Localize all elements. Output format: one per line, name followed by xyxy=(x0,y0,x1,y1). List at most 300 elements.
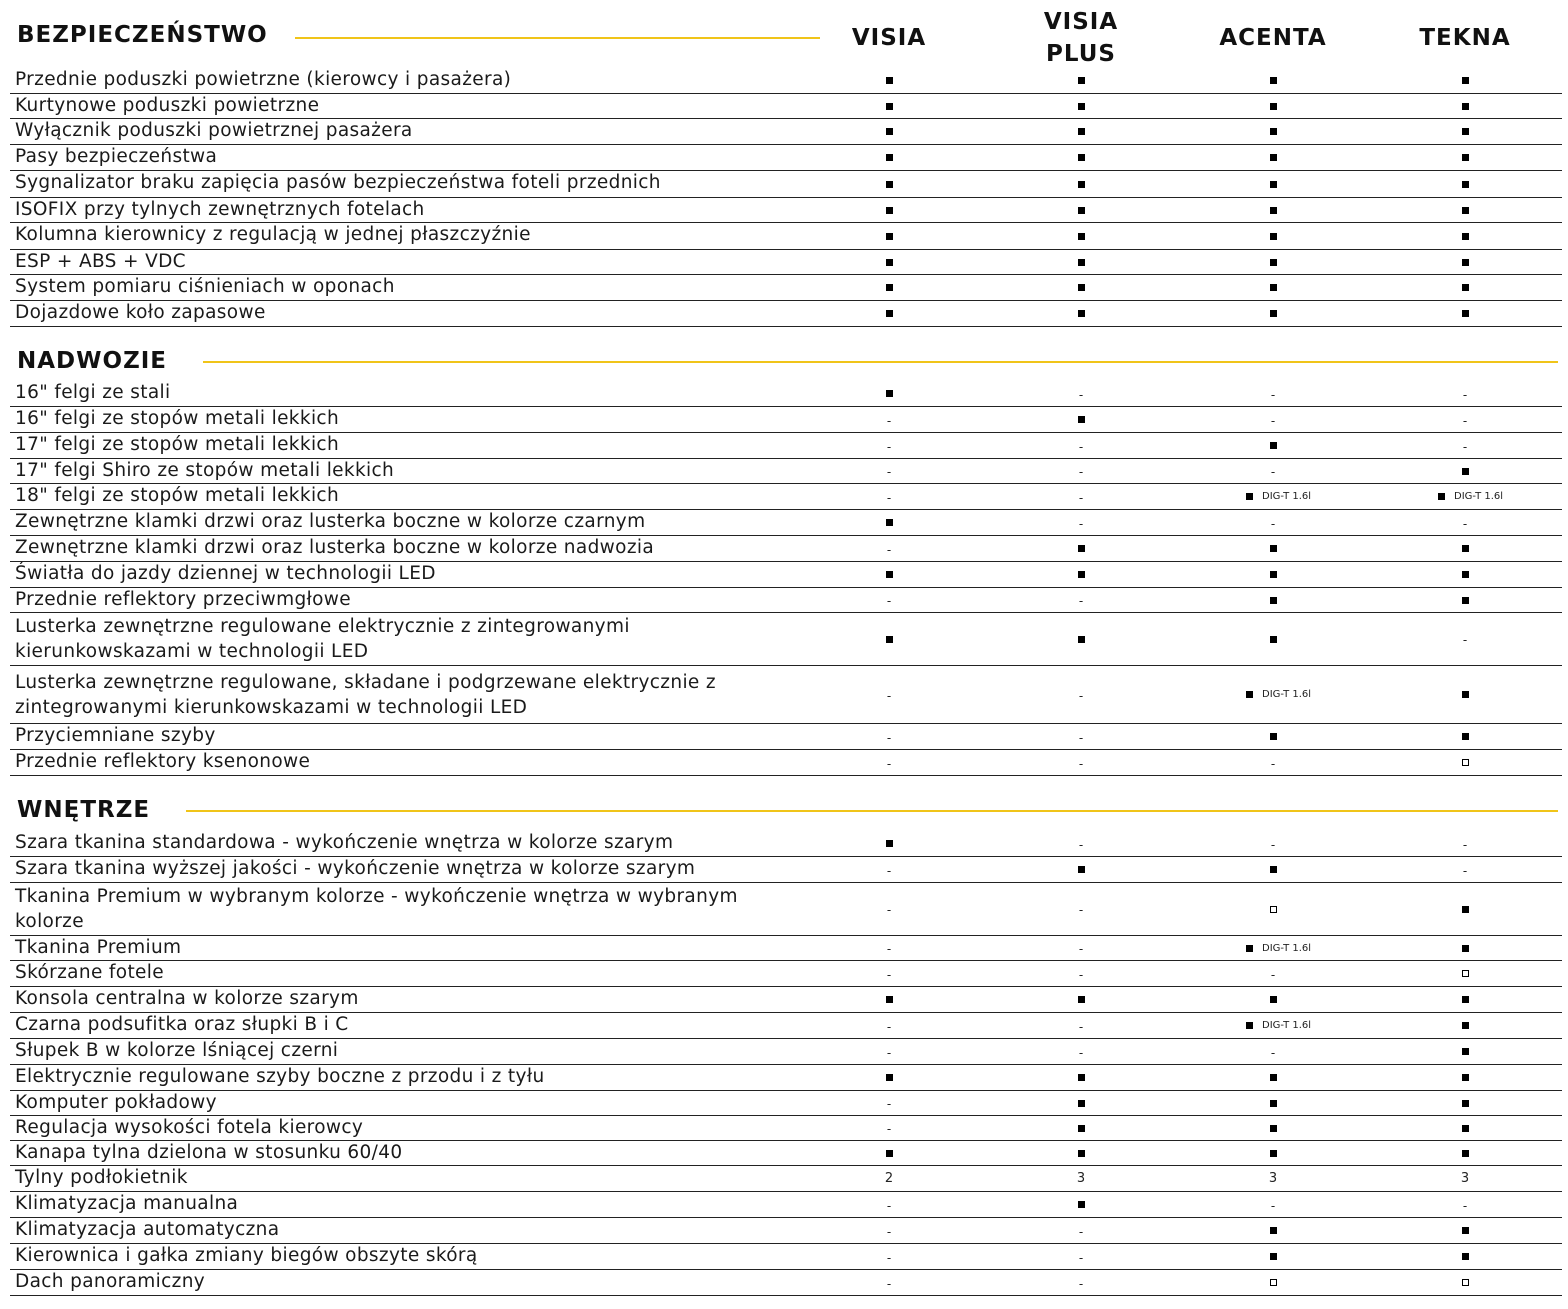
value-cell-tekna xyxy=(1375,857,1555,882)
standard-marker xyxy=(1246,691,1253,698)
table-row xyxy=(10,883,1562,936)
not-available-dash: - xyxy=(1078,1276,1084,1291)
standard-marker xyxy=(886,207,893,214)
value-cell-tekna xyxy=(1375,1218,1555,1243)
standard-marker xyxy=(886,390,893,397)
value-cell-acenta xyxy=(1183,484,1363,509)
standard-marker xyxy=(1462,233,1469,240)
table-row xyxy=(10,407,1562,433)
engine-note: DIG-T 1.6l xyxy=(1454,491,1504,502)
value-cell-tekna xyxy=(1375,666,1555,723)
value-cell-visia xyxy=(799,588,979,612)
not-available-dash: - xyxy=(886,1019,892,1034)
not-available-dash: - xyxy=(886,1198,892,1213)
value-cell-visia-plus xyxy=(991,145,1171,170)
not-available-dash: - xyxy=(1078,516,1084,531)
value-cell-visia-plus xyxy=(991,1116,1171,1140)
value-cell-visia-plus xyxy=(991,724,1171,749)
feature-label: 18" felgi ze stopów metali lekkich xyxy=(15,485,340,506)
standard-marker xyxy=(1462,1150,1469,1157)
value-cell-visia-plus xyxy=(991,1065,1171,1090)
standard-marker xyxy=(1270,545,1277,552)
column-header-visia-plus xyxy=(981,6,1181,70)
standard-marker xyxy=(886,284,893,291)
feature-label: Słupek B w kolorze lśniącej czerni xyxy=(15,1040,339,1061)
standard-marker xyxy=(886,519,893,526)
not-available-dash: - xyxy=(1462,516,1468,531)
standard-marker xyxy=(1246,1022,1253,1029)
value-cell-acenta xyxy=(1183,1166,1363,1191)
value-cell-tekna xyxy=(1375,1192,1555,1217)
column-header-line: VISIA xyxy=(1043,9,1119,35)
feature-label: Szara tkanina standardowa - wykończenie wnętrza w kolorze szarym xyxy=(15,832,674,853)
value-cell-visia-plus xyxy=(991,613,1171,665)
standard-marker xyxy=(1078,128,1085,135)
value-cell-visia xyxy=(799,171,979,197)
standard-marker xyxy=(1270,866,1277,873)
feature-label: Wyłącznik poduszki powietrznej pasażera xyxy=(15,120,413,141)
value-cell-tekna xyxy=(1375,536,1555,561)
table-row xyxy=(10,1244,1562,1270)
value-cell-acenta xyxy=(1183,68,1363,93)
value-cell-visia-plus xyxy=(991,857,1171,882)
table-row xyxy=(10,588,1562,613)
standard-marker xyxy=(1462,1048,1469,1055)
not-available-dash: - xyxy=(886,903,892,917)
standard-marker xyxy=(1078,284,1085,291)
standard-marker xyxy=(1078,259,1085,266)
standard-marker xyxy=(1078,996,1085,1003)
value-cell-visia xyxy=(799,381,979,406)
not-available-dash: - xyxy=(886,730,892,745)
table-row xyxy=(10,301,1562,327)
not-available-dash: - xyxy=(1270,1045,1276,1060)
value-cell-acenta xyxy=(1183,666,1363,723)
not-available-dash: - xyxy=(1078,1250,1084,1265)
value-cell-tekna xyxy=(1375,68,1555,93)
not-available-dash: - xyxy=(1270,837,1276,852)
standard-marker xyxy=(1270,181,1277,188)
standard-marker xyxy=(1462,733,1469,740)
value-cell-visia-plus xyxy=(991,536,1171,561)
not-available-dash: - xyxy=(886,1097,892,1111)
feature-label: 17" felgi ze stopów metali lekkich xyxy=(15,434,340,455)
standard-marker xyxy=(1078,571,1085,578)
standard-marker xyxy=(1462,207,1469,214)
not-available-dash: - xyxy=(1078,387,1084,402)
feature-label: Przyciemniane szyby xyxy=(15,725,216,746)
option-marker xyxy=(1270,1279,1277,1286)
value-cell-visia xyxy=(799,223,979,249)
value-cell-tekna xyxy=(1375,936,1555,960)
value-cell-tekna xyxy=(1375,831,1555,856)
not-available-dash: - xyxy=(886,756,892,771)
value-cell-visia xyxy=(799,562,979,587)
value-cell-visia-plus xyxy=(991,459,1171,483)
table-row xyxy=(10,857,1562,883)
not-available-dash: - xyxy=(1078,837,1084,852)
table-row xyxy=(10,1166,1562,1192)
engine-note: DIG-T 1.6l xyxy=(1262,1020,1312,1031)
value-cell-visia-plus xyxy=(991,250,1171,274)
value-cell-visia xyxy=(799,987,979,1012)
standard-marker xyxy=(1078,545,1085,552)
table-row xyxy=(10,145,1562,171)
value-cell-visia-plus xyxy=(991,1091,1171,1115)
table-row xyxy=(10,68,1562,94)
value-cell-visia xyxy=(799,484,979,509)
value-cell-acenta xyxy=(1183,857,1363,882)
standard-marker xyxy=(1462,1022,1469,1029)
value-cell-tekna xyxy=(1375,1116,1555,1140)
value-cell-tekna xyxy=(1375,724,1555,749)
value-cell-visia xyxy=(799,1116,979,1140)
table-row xyxy=(10,750,1562,776)
feature-label: Pasy bezpieczeństwa xyxy=(15,146,218,167)
standard-marker xyxy=(1270,77,1277,84)
standard-marker xyxy=(1078,154,1085,161)
value-cell-visia-plus xyxy=(991,588,1171,612)
standard-marker xyxy=(1462,1253,1469,1260)
value-cell-visia-plus xyxy=(991,1039,1171,1064)
value-cell-acenta xyxy=(1183,94,1363,118)
standard-marker xyxy=(1270,636,1277,643)
not-available-dash: - xyxy=(886,942,892,956)
value-cell-acenta xyxy=(1183,961,1363,986)
value-cell-acenta xyxy=(1183,1039,1363,1064)
standard-marker xyxy=(1270,103,1277,110)
not-available-dash: - xyxy=(1270,516,1276,531)
standard-marker xyxy=(1270,996,1277,1003)
value-cell-tekna xyxy=(1375,1013,1555,1038)
value-cell-tekna xyxy=(1375,1065,1555,1090)
not-available-dash: - xyxy=(886,439,892,454)
standard-marker xyxy=(1462,1125,1469,1132)
value-cell-visia xyxy=(799,275,979,300)
table-row xyxy=(10,381,1562,407)
standard-marker xyxy=(886,181,893,188)
value-cell-tekna xyxy=(1375,145,1555,170)
not-available-dash: - xyxy=(1270,756,1276,771)
value-cell-acenta xyxy=(1183,1065,1363,1090)
standard-marker xyxy=(1270,207,1277,214)
standard-marker xyxy=(1270,1227,1277,1234)
table-row xyxy=(10,1141,1562,1166)
section-divider xyxy=(203,361,1558,363)
not-available-dash: - xyxy=(1462,863,1468,878)
table-row xyxy=(10,961,1562,987)
feature-label: Zewnętrzne klamki drzwi oraz lusterka boczne w kolorze czarnym xyxy=(15,511,646,532)
value-cell-acenta xyxy=(1183,433,1363,458)
table-row xyxy=(10,223,1562,250)
value-cell-visia xyxy=(799,1244,979,1269)
standard-marker xyxy=(886,154,893,161)
feature-label: Czarna podsufitka oraz słupki B i C xyxy=(15,1014,349,1035)
value-cell-tekna xyxy=(1375,750,1555,775)
column-header-line: PLUS xyxy=(1046,41,1116,67)
value-cell-acenta xyxy=(1183,407,1363,432)
feature-label: Konsola centralna w kolorze szarym xyxy=(15,988,359,1009)
value-cell-tekna xyxy=(1375,588,1555,612)
not-available-dash: - xyxy=(1462,837,1468,852)
value-cell-visia-plus xyxy=(991,223,1171,249)
value-cell-tekna xyxy=(1375,883,1555,935)
section-title: WNĘTRZE xyxy=(17,797,151,823)
standard-marker xyxy=(1270,733,1277,740)
not-available-dash: - xyxy=(886,1276,892,1291)
standard-marker xyxy=(886,310,893,317)
value-cell-visia-plus xyxy=(991,407,1171,432)
standard-marker xyxy=(1078,1125,1085,1132)
standard-marker xyxy=(886,233,893,240)
not-available-dash: - xyxy=(1462,1198,1468,1213)
feature-label: 16" felgi ze stali xyxy=(15,382,171,403)
value-cell-acenta xyxy=(1183,171,1363,197)
table-row xyxy=(10,1116,1562,1141)
value-cell-tekna xyxy=(1375,1270,1555,1295)
feature-label: Kierownica i gałka zmiany biegów obszyte skórą xyxy=(15,1245,478,1266)
value-cell-visia-plus xyxy=(991,1218,1171,1243)
value-cell-visia-plus xyxy=(991,275,1171,300)
feature-label: Tkanina Premium w wybranym kolorze - wykończenie wnętrza w wybranym kolorze xyxy=(15,886,738,932)
feature-label: Światła do jazdy dziennej w technologii LED xyxy=(15,563,436,584)
value-number: 3 xyxy=(1268,1171,1278,1186)
standard-marker xyxy=(1078,310,1085,317)
standard-marker xyxy=(1078,233,1085,240)
standard-marker xyxy=(1270,259,1277,266)
value-cell-tekna xyxy=(1375,613,1555,665)
value-cell-visia xyxy=(799,613,979,665)
value-cell-visia xyxy=(799,1166,979,1191)
value-cell-visia-plus xyxy=(991,987,1171,1012)
value-cell-acenta xyxy=(1183,1013,1363,1038)
value-cell-tekna xyxy=(1375,94,1555,118)
value-cell-acenta xyxy=(1183,883,1363,935)
feature-label: Zewnętrzne klamki drzwi oraz lusterka boczne w kolorze nadwozia xyxy=(15,537,655,558)
standard-marker xyxy=(1270,597,1277,604)
value-cell-acenta xyxy=(1183,936,1363,960)
not-available-dash: - xyxy=(1270,413,1276,428)
value-cell-acenta xyxy=(1183,1141,1363,1165)
table-row xyxy=(10,536,1562,562)
column-header-acenta xyxy=(1173,22,1373,54)
standard-marker xyxy=(1462,77,1469,84)
not-available-dash: - xyxy=(886,490,892,505)
standard-marker xyxy=(1462,691,1469,698)
not-available-dash: - xyxy=(886,967,892,982)
not-available-dash: - xyxy=(1078,465,1084,479)
table-row xyxy=(10,831,1562,857)
standard-marker xyxy=(1462,906,1469,913)
value-cell-visia xyxy=(799,250,979,274)
table-row xyxy=(10,250,1562,275)
column-header-line: VISIA xyxy=(851,25,927,51)
standard-marker xyxy=(1438,493,1445,500)
not-available-dash: - xyxy=(886,1224,892,1239)
not-available-dash: - xyxy=(886,863,892,878)
not-available-dash: - xyxy=(886,1250,892,1265)
value-cell-visia-plus xyxy=(991,198,1171,222)
feature-label: Dojazdowe koło zapasowe xyxy=(15,302,266,323)
standard-marker xyxy=(1462,259,1469,266)
value-cell-visia xyxy=(799,831,979,856)
value-cell-visia-plus xyxy=(991,961,1171,986)
standard-marker xyxy=(886,996,893,1003)
table-row xyxy=(10,1270,1562,1296)
standard-marker xyxy=(1270,284,1277,291)
not-available-dash: - xyxy=(1078,967,1084,982)
value-cell-tekna xyxy=(1375,1141,1555,1165)
section-divider xyxy=(186,810,1558,812)
value-number: 3 xyxy=(1460,1171,1470,1186)
value-cell-acenta xyxy=(1183,1270,1363,1295)
standard-marker xyxy=(1078,207,1085,214)
standard-marker xyxy=(886,103,893,110)
engine-note: DIG-T 1.6l xyxy=(1262,689,1312,700)
value-cell-acenta xyxy=(1183,588,1363,612)
value-cell-tekna xyxy=(1375,198,1555,222)
value-cell-tekna xyxy=(1375,381,1555,406)
not-available-dash: - xyxy=(886,594,892,608)
feature-label: Klimatyzacja automatyczna xyxy=(15,1219,280,1240)
value-cell-tekna xyxy=(1375,275,1555,300)
standard-marker xyxy=(1462,545,1469,552)
option-marker xyxy=(1462,970,1469,977)
not-available-dash: - xyxy=(1078,1019,1084,1034)
standard-marker xyxy=(886,259,893,266)
not-available-dash: - xyxy=(1078,490,1084,505)
value-cell-visia-plus xyxy=(991,831,1171,856)
value-cell-tekna xyxy=(1375,171,1555,197)
standard-marker xyxy=(1462,597,1469,604)
value-cell-tekna xyxy=(1375,433,1555,458)
value-cell-visia-plus xyxy=(991,1141,1171,1165)
not-available-dash: - xyxy=(886,688,892,703)
value-cell-visia-plus xyxy=(991,301,1171,326)
value-cell-tekna xyxy=(1375,484,1555,509)
value-cell-visia xyxy=(799,857,979,882)
table-row xyxy=(10,936,1562,961)
table-row xyxy=(10,433,1562,459)
value-cell-visia xyxy=(799,1039,979,1064)
value-cell-visia xyxy=(799,936,979,960)
value-cell-acenta xyxy=(1183,459,1363,483)
standard-marker xyxy=(1270,1125,1277,1132)
value-cell-acenta xyxy=(1183,1091,1363,1115)
standard-marker xyxy=(1078,1150,1085,1157)
feature-label: Lusterka zewnętrzne regulowane elektrycznie z zintegrowanymi kierunkowskazami w technologii LED xyxy=(15,616,630,662)
standard-marker xyxy=(886,128,893,135)
value-cell-visia xyxy=(799,1270,979,1295)
value-cell-acenta xyxy=(1183,223,1363,249)
standard-marker xyxy=(1270,1150,1277,1157)
not-available-dash: - xyxy=(1270,465,1276,479)
value-cell-tekna xyxy=(1375,1166,1555,1191)
standard-marker xyxy=(1462,1227,1469,1234)
section-title: BEZPIECZEŃSTWO xyxy=(17,22,268,48)
feature-label: Kurtynowe poduszki powietrzne xyxy=(15,95,320,116)
not-available-dash: - xyxy=(886,1045,892,1060)
column-header-line: ACENTA xyxy=(1219,25,1327,51)
value-cell-visia-plus xyxy=(991,883,1171,935)
value-cell-tekna xyxy=(1375,407,1555,432)
value-cell-acenta xyxy=(1183,1192,1363,1217)
value-cell-acenta xyxy=(1183,613,1363,665)
feature-label: Przednie reflektory przeciwmgłowe xyxy=(15,589,352,610)
option-marker xyxy=(1270,906,1277,913)
not-available-dash: - xyxy=(1462,439,1468,454)
value-cell-tekna xyxy=(1375,1091,1555,1115)
value-cell-visia-plus xyxy=(991,510,1171,535)
value-cell-acenta xyxy=(1183,250,1363,274)
value-cell-visia xyxy=(799,1065,979,1090)
standard-marker xyxy=(1462,181,1469,188)
column-header-tekna xyxy=(1365,22,1565,54)
feature-label: Elektrycznie regulowane szyby boczne z przodu i z tyłu xyxy=(15,1066,545,1087)
standard-marker xyxy=(886,840,893,847)
value-cell-acenta xyxy=(1183,1218,1363,1243)
value-cell-acenta xyxy=(1183,198,1363,222)
standard-marker xyxy=(1078,866,1085,873)
standard-marker xyxy=(1078,636,1085,643)
standard-marker xyxy=(1078,77,1085,84)
standard-marker xyxy=(1078,416,1085,423)
value-cell-visia xyxy=(799,94,979,118)
value-number: 3 xyxy=(1076,1171,1086,1186)
value-cell-acenta xyxy=(1183,562,1363,587)
value-cell-visia-plus xyxy=(991,381,1171,406)
feature-label: Dach panoramiczny xyxy=(15,1271,206,1292)
standard-marker xyxy=(1462,945,1469,952)
value-cell-acenta xyxy=(1183,536,1363,561)
value-cell-visia xyxy=(799,198,979,222)
value-cell-visia-plus xyxy=(991,562,1171,587)
feature-label: Regulacja wysokości fotela kierowcy xyxy=(15,1117,364,1138)
feature-label: Przednie reflektory ksenonowe xyxy=(15,751,311,772)
value-cell-visia xyxy=(799,1013,979,1038)
value-cell-visia-plus xyxy=(991,119,1171,144)
feature-label: Komputer pokładowy xyxy=(15,1092,217,1113)
table-row xyxy=(10,171,1562,198)
not-available-dash: - xyxy=(1270,1198,1276,1213)
not-available-dash: - xyxy=(1078,756,1084,771)
value-cell-visia xyxy=(799,407,979,432)
standard-marker xyxy=(1462,996,1469,1003)
value-cell-visia xyxy=(799,883,979,935)
standard-marker xyxy=(1270,571,1277,578)
table-row xyxy=(10,724,1562,750)
standard-marker xyxy=(1462,1074,1469,1081)
table-row xyxy=(10,459,1562,484)
table-row xyxy=(10,1065,1562,1091)
value-cell-visia-plus xyxy=(991,1192,1171,1217)
not-available-dash: - xyxy=(886,1122,892,1136)
value-cell-acenta xyxy=(1183,724,1363,749)
value-cell-visia xyxy=(799,724,979,749)
value-cell-acenta xyxy=(1183,1116,1363,1140)
value-cell-acenta xyxy=(1183,831,1363,856)
value-cell-visia xyxy=(799,301,979,326)
value-cell-visia-plus xyxy=(991,433,1171,458)
standard-marker xyxy=(1078,1100,1085,1107)
not-available-dash: - xyxy=(1270,387,1276,402)
not-available-dash: - xyxy=(886,413,892,428)
value-cell-tekna xyxy=(1375,987,1555,1012)
value-cell-visia-plus xyxy=(991,1244,1171,1269)
standard-marker xyxy=(1078,1074,1085,1081)
standard-marker xyxy=(886,1074,893,1081)
feature-label: 16" felgi ze stopów metali lekkich xyxy=(15,408,340,429)
